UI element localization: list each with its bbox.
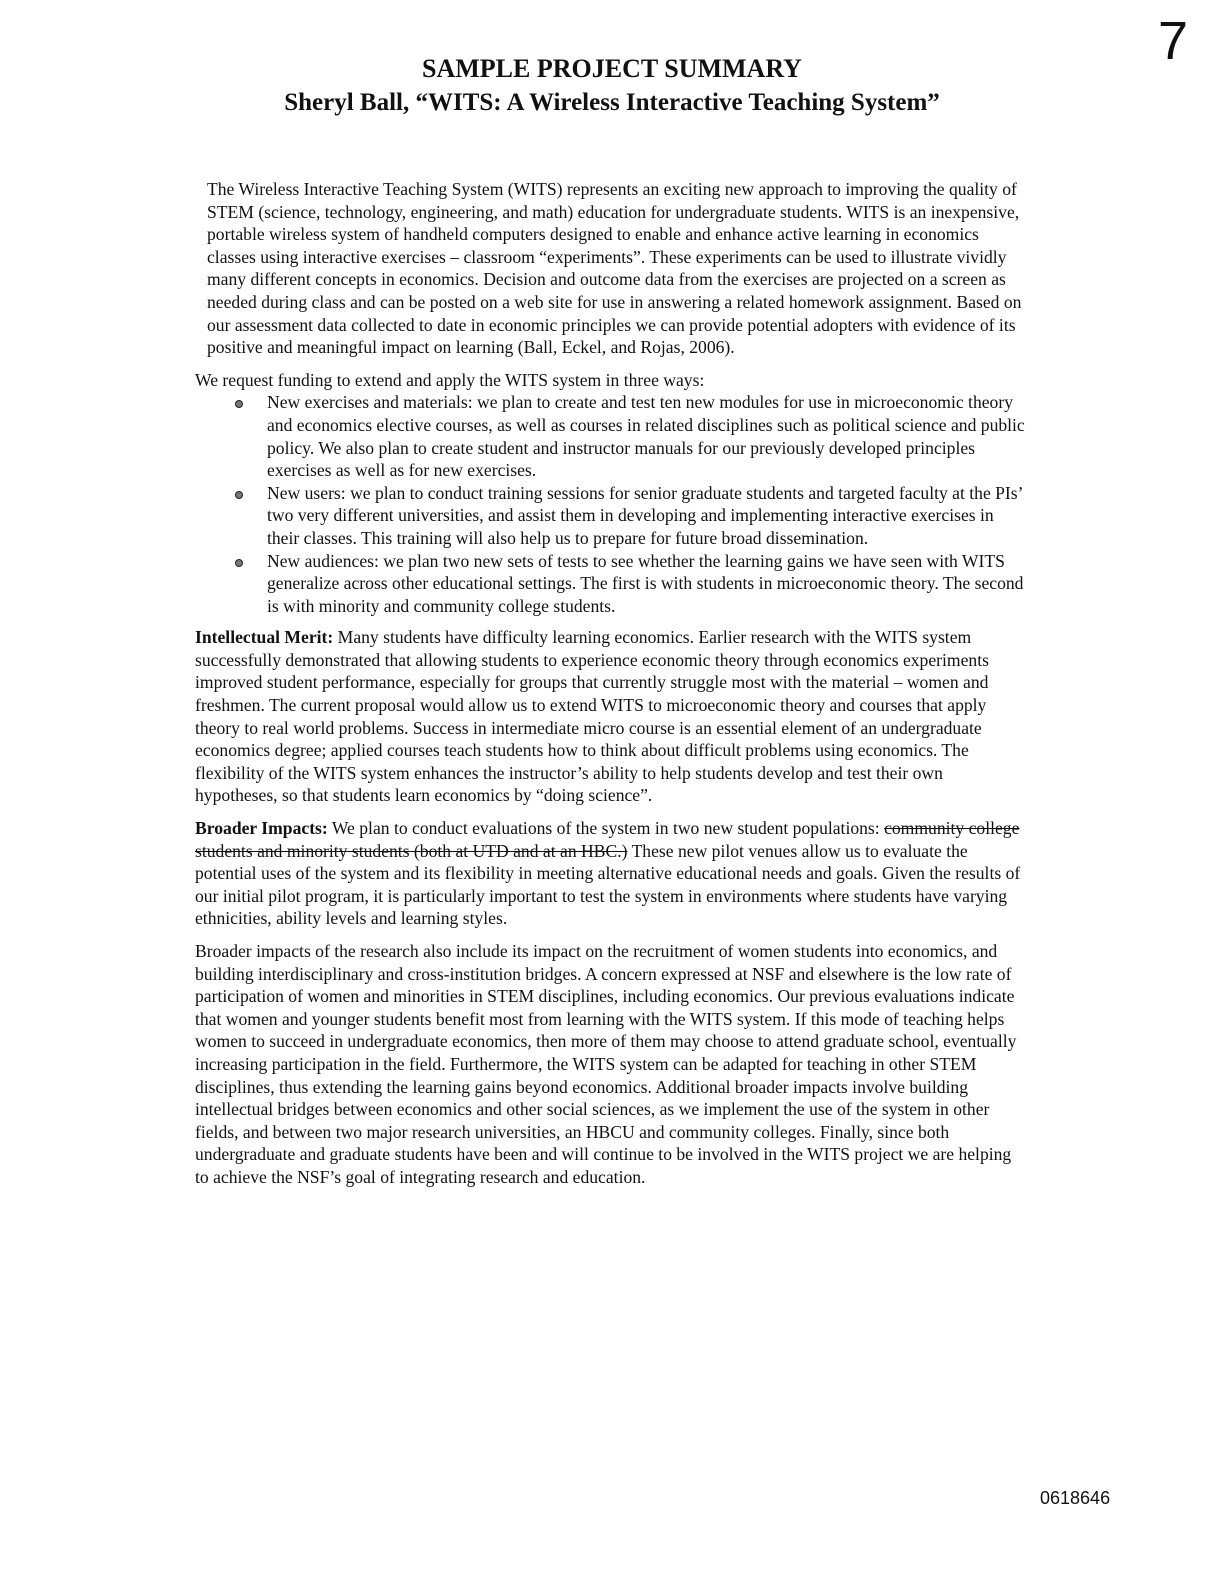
list-item-text: New users: we plan to conduct training sessions for senior graduate students and targeted faculty at the PIs’ two very different universities, and assist them in developing and implementing interactive exercises in their classes. This training will also help us to prepare for future broad dissemination.	[267, 482, 1023, 548]
bullet-icon	[235, 491, 243, 499]
list-item	[195, 482, 1025, 550]
document-title: SAMPLE PROJECT SUMMARY	[422, 54, 802, 83]
closing-paragraph: Broader impacts of the research also include its impact on the recruitment of women students into economics, and building interdisciplinary and cross-institution bridges. A concern expressed at NSF and elsewhere is the low rate of participation of women and minorities in STEM disciplines, including economics. Our previous evaluations indicate that women and younger students benefit most from learning with the WITS system. If this mode of teaching helps women to succeed in undergraduate economics, then more of them may choose to attend graduate school, eventually increasing participation in the field. Furthermore, the WITS system can be adapted for teaching in other STEM disciplines, thus extending the learning gains beyond economics. Additional broader impacts involve building intellectual bridges between economics and other social sciences, as we implement the use of the system in other fields, and between two major research universities, an HBCU and community colleges. Finally, since both undergraduate and graduate students have been and will continue to be involved in the WITS project we are helping to achieve the NSF’s goal of integrating research and education.	[195, 941, 1017, 1187]
list-item-text: New audiences: we plan two new sets of tests to see whether the learning gains we have seen with WITS generalize across other educational settings. The first is with students in microeconomic theory. The second is with minority and community college students.	[267, 550, 1024, 616]
list-item	[195, 550, 1025, 618]
intellectual-merit-paragraph	[195, 626, 1025, 807]
page-number: 7	[1158, 11, 1189, 71]
broader-impacts-text: We plan to conduct evaluations of the system in two new student populations:	[331, 818, 880, 839]
request-list	[195, 391, 1025, 617]
broader-impacts-text-continued: These new pilot venues allow us to evaluate the potential uses of the system and its flexibility in meeting alternative educational needs and goals. Given the results of our initial pilot program, it is particularly important to test the system in environments where students have varying ethnicities, ability levels and learning styles.	[195, 840, 1021, 929]
intellectual-merit-text: Many students have difficulty learning economics. Earlier research with the WITS system successfully demonstrated that allowing students to experience economic theory through economics experiments improved student performance, especially for groups that currently struggle most with the material – women and freshmen. The current proposal would allow us to extend WITS to microeconomic theory and courses that apply theory to real world problems. Success in intermediate micro course is an essential element of an undergraduate economics degree; applied courses teach students how to think about difficult problems using economics. The flexibility of the WITS system enhances the instructor’s ability to help students develop and test their own hypotheses, so that students learn economics by “doing science”.	[195, 627, 989, 806]
document-id: 0618646	[1040, 1488, 1111, 1508]
list-item	[195, 391, 1025, 481]
bullet-icon	[235, 400, 243, 408]
broader-impacts-paragraph	[195, 817, 1025, 930]
broader-impacts-label: Broader Impacts:	[195, 818, 328, 839]
struck-through-text: community college students and minority students (both at UTD and at an HBC.)	[195, 818, 1020, 861]
intro-paragraph: The Wireless Interactive Teaching System (WITS) represents an exciting new approach to improving the quality of STEM (science, technology, engineering, and math) education for undergraduate students. WITS is an inexpensive, portable wireless system of handheld computers designed to enable and enhance active learning in economics classes using interactive exercises – classroom “experiments”. These experiments can be used to illustrate vividly many different concepts in economics. Decision and outcome data from the exercises are projected on a screen as needed during class and can be posted on a web site for use in answering a related homework assignment. Based on our assessment data collected to date in economic principles we can provide potential adopters with evidence of its positive and meaningful impact on learning (Ball, Eckel, and Rojas, 2006).	[207, 179, 1022, 358]
bullet-icon	[235, 559, 243, 567]
list-item-text: New exercises and materials: we plan to create and test ten new modules for use in microeconomic theory and economics elective courses, as well as courses in related disciplines such as political science and public policy. We also plan to create student and instructor manuals for our previously developed principles exercises as well as for new exercises.	[267, 392, 1025, 481]
document-body	[195, 178, 1025, 1199]
document-subtitle: Sheryl Ball, “WITS: A Wireless Interactive Teaching System”	[284, 89, 940, 116]
intellectual-merit-label: Intellectual Merit:	[195, 627, 334, 648]
request-intro: We request funding to extend and apply the WITS system in three ways:	[195, 369, 705, 390]
